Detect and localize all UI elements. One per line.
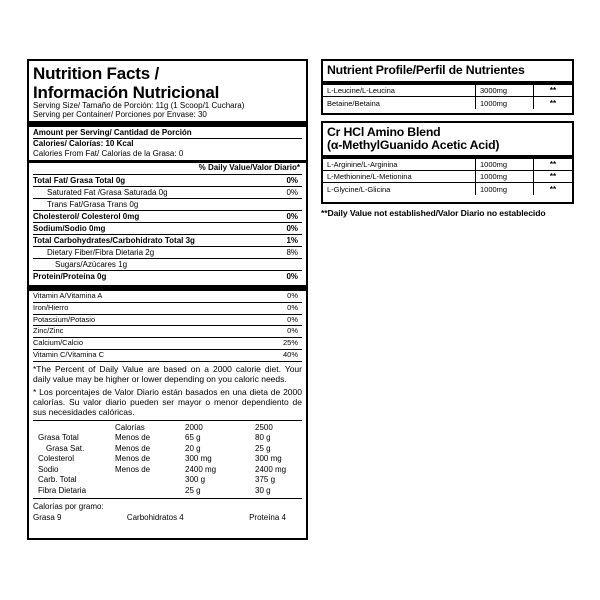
calories-from-fat: Calories From Fat/ Calorias de la Grasa: 0 <box>33 149 184 158</box>
dv-table-row: Sodio Menos de 2400 mg 2400 mg <box>38 464 287 474</box>
nutrient-row-dietary-fiber: Dietary Fiber/Fibra Dietaria 2g 8% <box>33 247 302 259</box>
amino-blend-panel <box>321 121 574 204</box>
calories: Calories/ Calorías: 10 Kcal <box>33 139 134 148</box>
cal-protein: Proteína 4 <box>249 513 286 523</box>
divider-thin <box>33 420 302 421</box>
vitamin-row-a: Vitamin A/Vitamina A 0% <box>33 291 302 303</box>
vitamin-list <box>33 291 302 362</box>
vitamin-row-iron: Iron/Hierro 0% <box>33 303 302 315</box>
nutrient-row-saturated-fat: Saturated Fat /Grasa Saturada 0g 0% <box>33 187 302 199</box>
profile-row: Betaine/Betaina 1000mg ** <box>323 97 572 109</box>
divider-thin <box>33 498 302 499</box>
nutrient-row-protein: Protein/Proteína 0g 0% <box>33 272 298 282</box>
dv-table-row: Grasa Sat. Menos de 20 g 25 g <box>46 443 271 453</box>
nutrient-list <box>33 175 302 283</box>
amount-per-serving: Amount per Serving/ Cantidad de Porción <box>33 127 302 139</box>
cal-fat: Grasa 9 <box>33 513 62 523</box>
amino-blend-title <box>323 123 572 155</box>
blend-row: L-Glycine/L-Glicina 1000mg ** <box>323 183 572 195</box>
blend-row: L-Methionine/L-Metionina 1000mg ** <box>323 171 572 183</box>
nutrient-row-trans-fat: Trans Fat/Grasa Trans 0g <box>33 199 302 211</box>
nutrition-facts-panel <box>27 59 308 540</box>
vitamin-row-potassium: Potassium/Potasio 0% <box>33 315 302 327</box>
daily-values-table <box>33 423 286 497</box>
nutrition-title-line2: Información Nutricional <box>33 83 220 102</box>
calories-per-gram-label: Calorías por gramo: <box>33 502 104 512</box>
blend-row: L-Arginine/L-Arginina 1000mg ** <box>323 159 572 171</box>
nutrient-row-total-carbs: Total Carbohydrates/Carbohidrato Total 3g 1% <box>33 235 302 247</box>
nutrient-profile-title: Nutrient Profile/Perfil de Nutrientes <box>327 63 525 77</box>
calories-per-gram <box>33 501 302 523</box>
nutrition-title-line1: Nutrition Facts / <box>33 64 159 83</box>
nutrient-profile-panel <box>321 59 574 115</box>
nutrient-row-sugars: Sugars/Azúcares 1g <box>33 259 302 271</box>
dv-table-row: Colesterol Menos de 300 mg 300 mg <box>38 454 282 464</box>
nutrient-row-sodium: Sodium/Sodio 0mg 0% <box>33 223 302 235</box>
dv-table-row: Carb. Total 300 g 375 g <box>38 475 276 485</box>
daily-value-header: % Daily Value/Valor Diario* <box>33 163 302 175</box>
amino-blend-title-line1: Cr HCl Amino Blend <box>327 125 441 139</box>
calories-per-gram-items <box>33 512 302 523</box>
nutrient-row-total-fat: Total Fat/ Grasa Total 0g 0% <box>33 175 302 187</box>
dv-table-header: Calorías 2000 2500 <box>115 422 273 432</box>
dv-table-row: Fibra Dietaria 25 g 30 g <box>38 485 271 495</box>
daily-value-note: **Daily Value not established/Valor Diario no establecido <box>321 208 546 218</box>
dv-table-row: Grasa Total Menos de 65 g 80 g <box>38 433 271 443</box>
servings-per-container: Serving per Container/ Porciones por Envase: 30 <box>33 110 207 119</box>
cal-carbs: Carbohidratos 4 <box>126 513 184 523</box>
footnote-english: *The Percent of Daily Value are based on a 2000 calorie diet. Your daily value may be higher or lower depending on you caloric needs. <box>33 363 302 385</box>
vitamin-row-zinc: Zinc/Zinc 0% <box>33 326 302 338</box>
serving-size: Serving Size/ Tamaño de Porción: 11g (1 Scoop/1 Cuchara) <box>33 101 245 110</box>
footnote-spanish: * Los porcentajes de Valor Diario están basados en una dieta de 2000 calorías. Su valor diario pueden ser mayor o menor dependiento de sus necesidades calóricas. <box>33 386 302 418</box>
vitamin-row-c: Vitamin C/Vitamina C 40% <box>33 350 302 362</box>
profile-row: L-Leucine/L-Leucina 3000mg ** <box>323 85 572 97</box>
amino-blend-title-line2: (α-MethylGuanido Acetic Acid) <box>327 138 500 152</box>
vitamin-row-calcium: Calcium/Calcio 25% <box>33 338 302 350</box>
nutrient-row-cholesterol: Cholesterol/ Colesterol 0mg 0% <box>33 211 302 223</box>
